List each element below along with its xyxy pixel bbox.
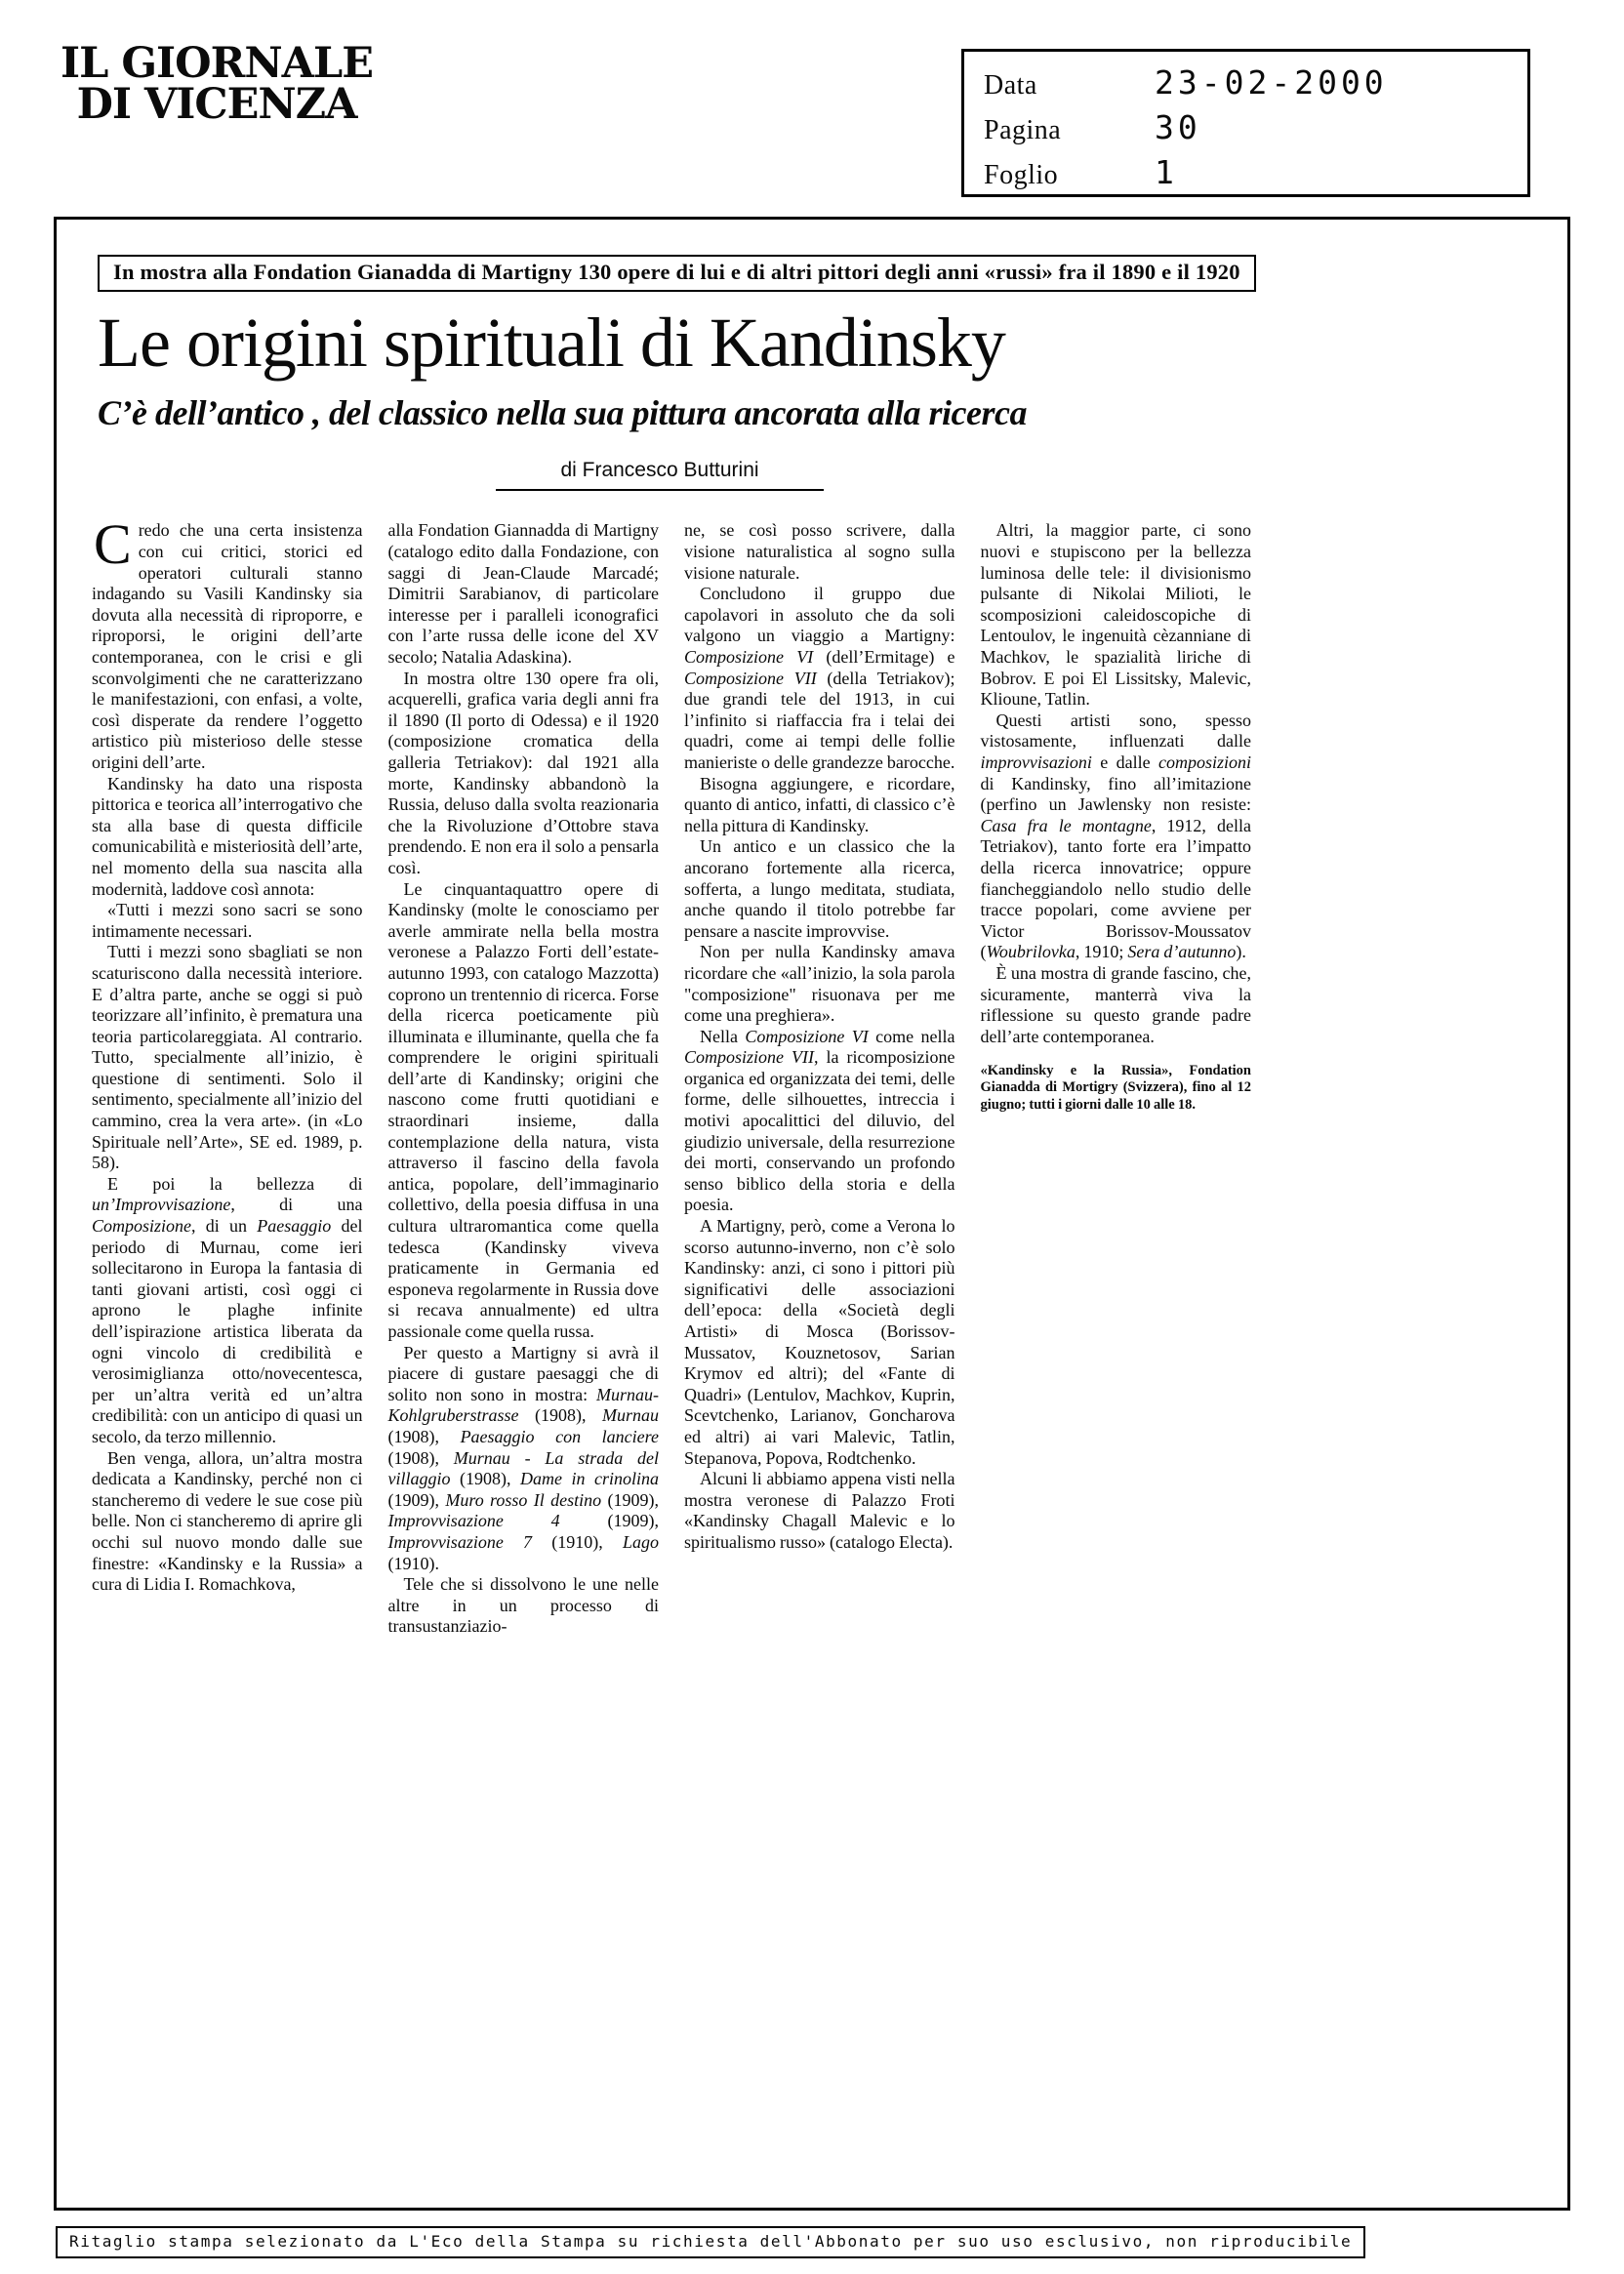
- stamp-row-date: [984, 63, 1518, 102]
- paragraph: È una mostra di grande fascino, che, sicuramente, manterrà viva la riflessione su questo grande padre dell’arte contemporanea.: [980, 962, 1251, 1046]
- article-content: [80, 255, 1344, 1638]
- paragraph: E poi la bellezza di un’Improvvisazione, di una Composizione, di un Paesaggio del periodo di Murnau, come ieri sollecitarono in Europa la fantasia di tanti giovani artisti, così oggi ci aprono le plaghe infinite dell’ispirazione artistica liberata da ogni vincolo di credibilità e verosimiglianza otto/novecentesca, per un’altra verità ed un’altra credibilità: con un anticipo di quasi un secolo, da terzo millennio.: [92, 1173, 363, 1446]
- article-body: [92, 512, 1251, 1637]
- article-clipping-box: [54, 217, 1570, 2211]
- page-header: [0, 0, 1624, 217]
- article-byline: di Francesco Butturini: [496, 459, 823, 491]
- paragraph: In mostra oltre 130 opere fra oli, acquerelli, grafica varia degli anni fra il 1890 (Il porto di Odessa) e il 1920 (composizione cromatica della galleria Tetriakov): dal 1921 alla morte, Kandinsky abbandonò la Russia, deluso dalla svolta reazionaria che la Rivoluzione d’Ottobre stava prendendo. E non era il solo a pensarla così.: [387, 668, 659, 877]
- page-label: Pagina: [984, 115, 1062, 145]
- masthead-line2: DI VICENZA: [76, 80, 357, 130]
- paragraph: Kandinsky ha dato una risposta pittorica e teorica all’interrogativo che sta alla base di questa difficile comunicabilità e misteriosità dell’arte, nel momento della sua nascita alla modernità, laddove così annota:: [92, 773, 363, 899]
- article-headline: Le origini spirituali di Kandinsky: [98, 304, 1005, 382]
- paragraph: A Martigny, però, come a Verona lo scorso autunno-inverno, non c’è solo Kandinsky: anzi, ci sono i pittori più significativi delle associazioni dell’epoca: della «Società degli Artisti» di Mosca (Borissov-Mussatov, Kouznetosov, Sarian Krymov ed altri); del «Fante di Quadri» (Lentulov, Machkov, Kuprin, Scevtchenko, Larianov, Goncharova ed altri) ai vari Malevic, Tatlin, Stepanova, Popova, Rodtchenko.: [684, 1216, 955, 1468]
- date-label: Data: [984, 70, 1037, 101]
- press-clipping-stamp: [961, 49, 1530, 197]
- paragraph: Questi artisti sono, spesso vistosamente, influenzati dalle improvvisazioni e dalle composizioni di Kandinsky, fino all’imitazione (perfino un Jawlensky non resiste: Casa fra le montagne, 1912, della Tetriakov), tanto forte era l’impatto della ricerca innovatrice; oppure fiancheggiandolo nello studio delle tracce popolari, come avviene per Victor Borissov-Moussatov (Woubrilovka, 1910; Sera d’autunno).: [980, 710, 1251, 962]
- newspaper-masthead: [61, 39, 374, 130]
- paragraph: Tele che si dissolvono le une nelle altre in un processo di transustanziazio-: [387, 1574, 659, 1637]
- press-agency-footer: Ritaglio stampa selezionato da L'Eco della Stampa su richiesta dell'Abbonato per suo uso esclusivo, non riproducibile: [56, 2226, 1365, 2258]
- paragraph: Credo che una certa insistenza con cui critici, storici ed operatori culturali stanno indagando su Vasili Kandinsky sia dovuta alla necessità di riproporre, e riproporsi, le origini dell’arte contemporanea, con le crisi e gli sconvolgimenti che ne caratterizzano le manifestazioni, con enfasi, a volte, così disperate da rendere l’oggetto artistico più misterioso delle stesse origini dell’arte.: [92, 512, 363, 772]
- stamp-row-sheet: [984, 153, 1518, 191]
- byline-wrap: [80, 459, 1239, 491]
- paragraph: Nella Composizione VI come nella Composizione VII, la ricomposizione organica ed organizzata dei temi, delle forme, delle silhouettes, intreccia i motivi apocalittici del diluvio, del giudizio universale, della resurrezione dei morti, conservando un profondo senso biblico della storia e della poesia.: [684, 1026, 955, 1215]
- paragraph: Per questo a Martigny si avrà il piacere di gustare paesaggi che di solito non sono in mostra: Murnau-Kohlgruberstrasse (1908), Murnau (1908), Paesaggio con lanciere (1908), Murnau - La strada del villaggio (1908), Dame in crinolina (1909), Muro rosso Il destino (1909), Improvvisazione 4 (1909), Improvvisazione 7 (1910), Lago (1910).: [387, 1342, 659, 1573]
- article-column-3: [684, 520, 955, 1637]
- paragraph: ne, se così posso scrivere, dalla visione naturalistica al sogno sulla visione naturale.: [684, 520, 955, 583]
- paragraph: Tutti i mezzi sono sbagliati se non scaturiscono dalla necessità interiore. E d’altra parte, anche se oggi si può teorizzare all’infinito, è prematura una teoria particolareggiata. Al contrario. Tutto, specialmente all’inizio, è questione di sentimenti. Solo il sentimento, specialmente all’inizio del cammino, crea la vera arte». (in «Lo Spirituale nell’Arte», SE ed. 1989, p. 58).: [92, 942, 363, 1173]
- article-subhead: C’è dell’antico , del classico nella sua pittura ancorata alla ricerca: [98, 393, 1027, 433]
- paragraph: Un antico e un classico che la ancorano fortemente alla ricerca, sofferta, a lungo meditata, studiata, anche quando il titolo potrebbe far pensare a nascite improvvise.: [684, 836, 955, 941]
- date-value: 23-02-2000: [1155, 63, 1388, 102]
- sheet-label: Foglio: [984, 160, 1059, 190]
- paragraph: Alcuni li abbiamo appena visti nella mostra veronese di Palazzo Froti «Kandinsky Chagall Malevic e lo spiritualismo russo» (catalogo Electa).: [684, 1469, 955, 1552]
- paragraph: Bisogna aggiungere, e ricordare, quanto di antico, infatti, di classico c’è nella pittura di Kandinsky.: [684, 773, 955, 835]
- paragraph: Concludono il gruppo due capolavori in assoluto che da soli valgono un viaggio a Martigny: Composizione VI (dell’Ermitage) e Composizione VII (della Tetriakov); due grandi tele del 1913, in cui l’infinito si riaffaccia fra i telai dei quadri, come ai tempi delle follie manieriste o delle grandezze barocche.: [684, 584, 955, 772]
- paragraph: Non per nulla Kandinsky amava ricordare che «all’inizio, la sola parola "composizione" risuonava per me come una preghiera».: [684, 942, 955, 1026]
- sheet-value: 1: [1155, 153, 1178, 191]
- paragraph: Ben venga, allora, un’altra mostra dedicata a Kandinsky, perché non ci stancheremo di vedere le sue cose più belle. Non ci stancheremo di aprire gli occhi sul nuovo mondo dalle sue finestre: «Kandinsky e la Russia» a cura di Lidia I. Romachkova,: [92, 1447, 363, 1595]
- paragraph: Altri, la maggior parte, ci sono nuovi e stupiscono per la bellezza luminosa delle tele: il divisionismo pulsante di Nikolai Milioti, le scomposizioni caleidoscopiche di Lentoulov, le ingenuità cèzanniane di Machkov, le spazialità liriche di Bobrov. E poi El Lissitsky, Malevic, Klioune, Tatlin.: [980, 520, 1251, 710]
- page-value: 30: [1155, 108, 1201, 146]
- article-column-1: [92, 512, 363, 1637]
- article-column-4: [981, 520, 1252, 1637]
- article-kicker: In mostra alla Fondation Gianadda di Martigny 130 opere di lui e di altri pittori degli anni «russi» fra il 1890 e il 1920: [98, 255, 1256, 292]
- masthead-line1: IL GIORNALE: [61, 39, 374, 88]
- paragraph: «Tutti i mezzi sono sacri se sono intimamente necessari.: [92, 900, 363, 941]
- stamp-row-page: [984, 108, 1518, 146]
- paragraph: «Kandinsky e la Russia», Fondation Gianadda di Mortigry (Svizzera), fino al 12 giugno; tutti i giorni dalle 10 alle 18.: [980, 1063, 1251, 1113]
- article-column-2: [388, 520, 660, 1637]
- paragraph: Le cinquantaquattro opere di Kandinsky (molte le conosciamo per averle ammirate nella bella mostra veronese a Palazzo Forti dell’estate-autunno 1993, con catalogo Mazzotta) coprono un trentennio di ricerca. Forse della ricerca poeticamente più illuminata e illuminante, quella che fa comprendere le origini spirituali dell’arte di Kandinsky; origini che nascono come frutti quotidiani e straordinari insieme, dalla contemplazione della natura, vista attraverso il fascino della favola antica, popolare, dell’immaginario collettivo, della poesia diffusa in una cultura ultraromantica come quella tedesca (Kandinsky viveva praticamente in Germania ed esponeva regolarmente in Russia dove si recava annualmente) ed ultra passionale come quella russa.: [387, 878, 659, 1341]
- paragraph: alla Fondation Giannadda di Martigny (catalogo edito dalla Fondazione, con saggi di Jean-Claude Marcadé; Dimitrii Sarabianov, di particolare interesse per i paralleli iconografici con l’arte russa delle icone del XV secolo; Natalia Adaskina).: [387, 520, 659, 667]
